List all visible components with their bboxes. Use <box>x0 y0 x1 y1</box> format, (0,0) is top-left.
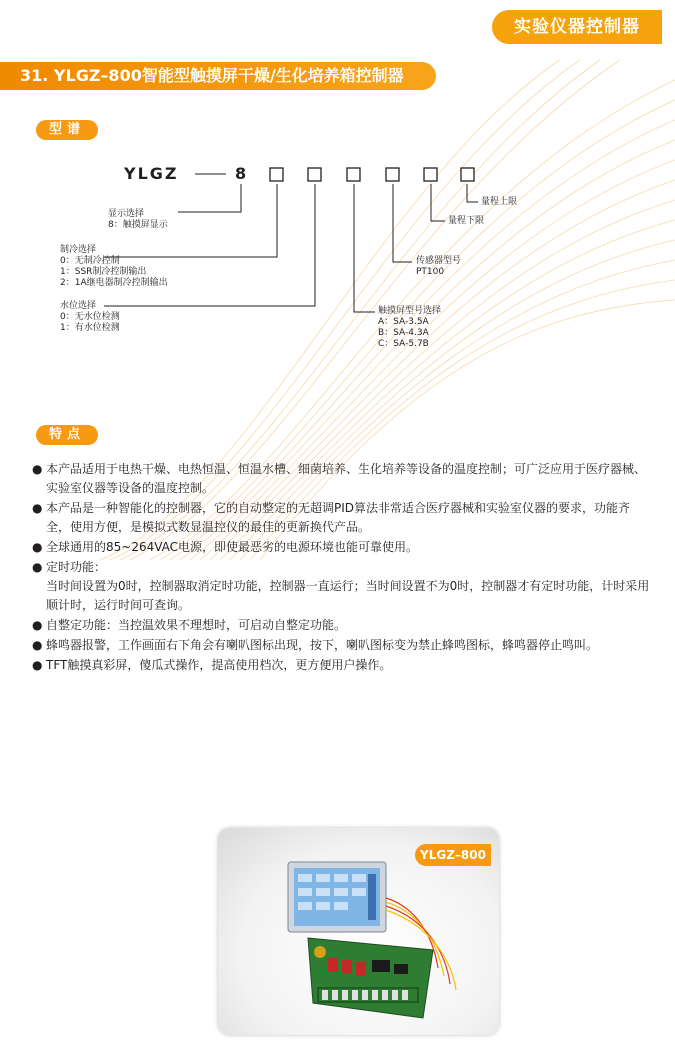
product-photo <box>218 828 499 1035</box>
annotation-sensor: 传感器型号 PT100 <box>416 256 462 277</box>
annotation-range-low: 量程下限 <box>448 216 485 226</box>
timer-detail: 当时间设置为0时，控制器取消定时功能，控制器一直运行；当时间设置不为0时，控制器才有定时功能，计时采用顺计时，运行时间可查询。 <box>46 579 650 612</box>
model-diagram <box>0 0 675 420</box>
model-spec-label: 型谱 <box>36 120 98 140</box>
code-box-6 <box>461 168 474 181</box>
list-item: ● 定时功能： 当时间设置为0时，控制器取消定时功能，控制器一直运行；当时间设置不为0时，控制器才有定时功能，计时采用顺计时，运行时间可查询。 <box>32 558 650 615</box>
code-box-5 <box>424 168 437 181</box>
list-item: ● 本产品适用于电热干燥、电热恒温、恒温水槽、细菌培养、生化培养等设备的温度控制；可广泛应用于医疗器械、实验室仪器等设备的温度控制。 <box>32 462 647 495</box>
code-box-1 <box>270 168 283 181</box>
list-item: ● 全球通用的85~264VAC电源，即使最恶劣的电源环境也能可靠使用。 <box>32 540 419 554</box>
category-tag: 实验仪器控制器 <box>492 10 662 44</box>
features-label: 特点 <box>36 425 98 445</box>
model-code: YLGZ <box>124 164 179 183</box>
annotation-range-high: 量程上限 <box>481 197 518 207</box>
model-digit: 8 <box>235 164 247 183</box>
feature-list <box>32 460 650 676</box>
product-tag: YLGZ–800 <box>415 844 491 866</box>
list-item: ● 本产品是一种智能化的控制器，它的自动整定的无超调PID算法非常适合医疗器械和实验室仪器的要求，功能齐全，使用方便，是模拟式数显温控仪的最佳的更新换代产品。 <box>32 501 631 534</box>
list-item: ● 蜂鸣器报警，工作画面右下角会有喇叭图标出现，按下，喇叭图标变为禁止蜂鸣图标，蜂鸣器停止鸣叫。 <box>32 638 599 652</box>
code-box-3 <box>347 168 360 181</box>
annotation-cooling: 制冷选择 0：无制冷控制 1：SSR制冷控制输出 2：1A继电器制冷控制输出 <box>60 245 168 288</box>
list-item: ● TFT触摸真彩屏，傻瓜式操作，提高使用档次，更方便用户操作。 <box>32 658 392 672</box>
annotation-screen: 触摸屏型号选择 A：SA-3.5A B：SA-4.3A C：SA-5.7B <box>378 306 442 349</box>
list-item: ● 自整定功能：当控温效果不理想时，可启动自整定功能。 <box>32 618 347 632</box>
annotation-display: 显示选择 8：触摸屏显示 <box>108 209 168 230</box>
annotation-water: 水位选择 0：无水位检测 1：有水位检测 <box>60 301 120 333</box>
code-box-4 <box>386 168 399 181</box>
section-title: 31. YLGZ–800智能型触摸屏干燥/生化培养箱控制器 <box>0 62 436 90</box>
code-box-2 <box>308 168 321 181</box>
